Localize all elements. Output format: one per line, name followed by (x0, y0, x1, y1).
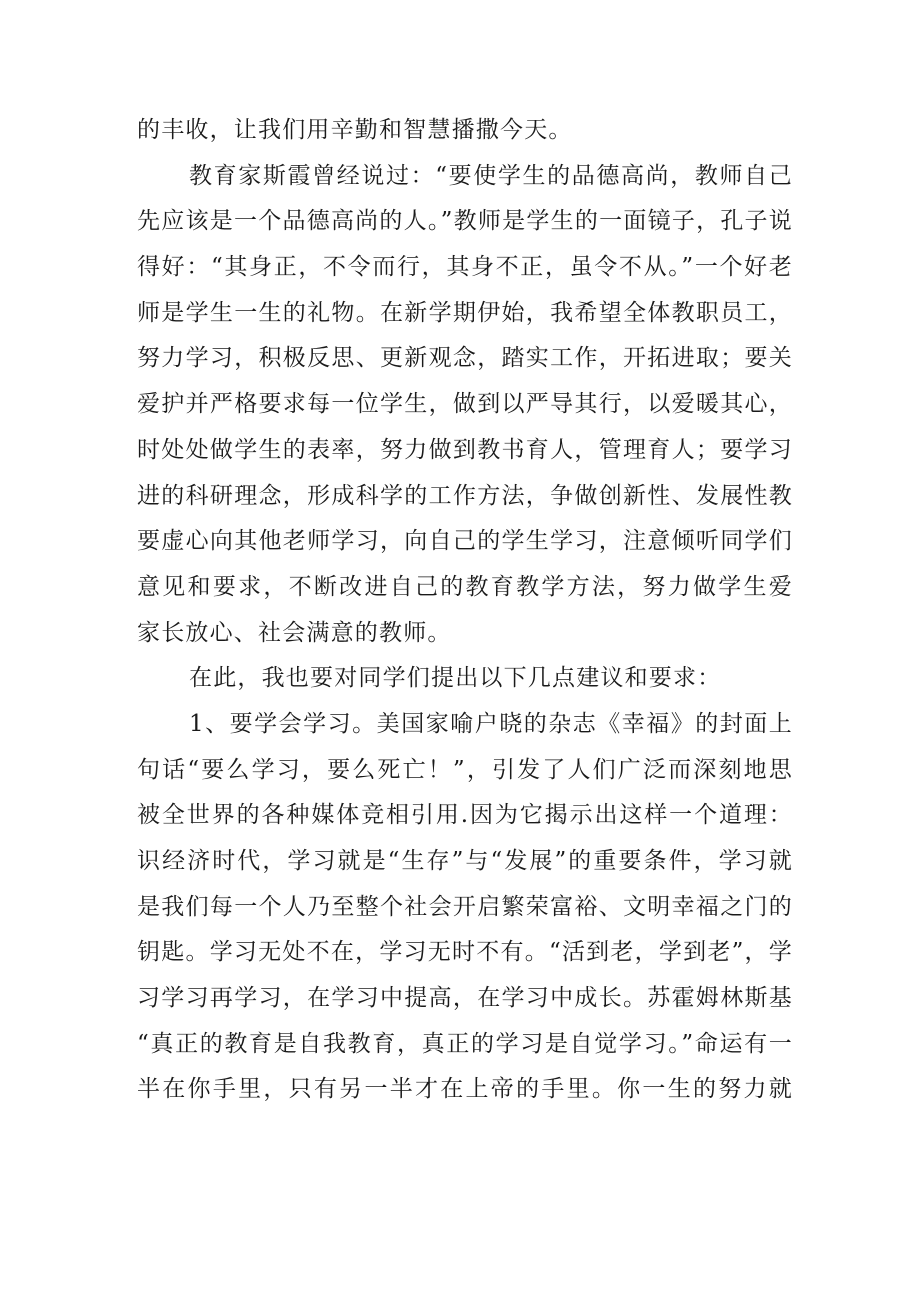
text-line-20: 习学习再学习，在学习中提高，在学习中成长。苏霍姆林斯基 (137, 985, 793, 1012)
text-line-2: 教育家斯霞曾经说过：“要使学生的品德高尚，教师自己 (189, 162, 793, 189)
text-line-5: 师是学生一生的礼物。在新学期伊始，我希望全体教职员工， (137, 299, 793, 326)
text-line-19: 钥匙。学习无处不在，学习无时不有。“活到老，学到老”，学 (137, 939, 793, 966)
document-body (137, 108, 793, 1113)
text-line-11: 意见和要求，不断改进自己的教育教学方法，努力做学生爱 (137, 573, 793, 600)
text-line-22: 半在你手里，只有另一半才在上帝的手里。你一生的努力就 (137, 1076, 793, 1103)
text-line-1: 的丰收，让我们用辛勤和智慧播撒今天。 (137, 117, 573, 143)
text-line-4: 得好：“其身正，不令而行，其身不正，虽令不从。”一个好老 (137, 254, 793, 281)
text-line-8: 时处处做学生的表率，努力做到教书育人，管理育人；要学习 (137, 436, 793, 463)
text-line-3: 先应该是一个品德高尚的人。”教师是学生的一面镜子，孔子说 (137, 208, 793, 235)
text-line-9: 进的科研理念，形成科学的工作方法，争做创新性、发展性教 (137, 482, 793, 509)
text-line-21: “真正的教育是自我教育，真正的学习是自觉学习。”命运有一 (137, 1030, 793, 1057)
text-line-7: 爱护并严格要求每一位学生，做到以严导其行，以爱暖其心， (137, 391, 793, 418)
text-line-16: 被全世界的各种媒体竞相引用.因为它揭示出这样一个道理： (137, 802, 793, 829)
text-line-10: 要虚心向其他老师学习，向自己的学生学习，注意倾听同学们 (137, 528, 793, 555)
text-line-18: 是我们每一个人乃至整个社会开启繁荣富裕、文明幸福之门的 (137, 893, 793, 920)
text-line-17: 识经济时代，学习就是“生存”与“发展”的重要条件，学习就 (137, 848, 793, 874)
text-line-14: 1、要学会学习。美国家喻户晓的杂志《幸福》的封面上 (189, 710, 793, 737)
text-line-6: 努力学习，积极反思、更新观念，踏实工作，开拓进取；要关 (137, 345, 793, 372)
text-line-13: 在此，我也要对同学们提出以下几点建议和要求： (189, 665, 722, 692)
text-line-15: 句话“要么学习，要么死亡！”，引发了人们广泛而深刻地思 (137, 756, 793, 783)
text-line-12: 家长放心、社会满意的教师。 (137, 619, 452, 646)
